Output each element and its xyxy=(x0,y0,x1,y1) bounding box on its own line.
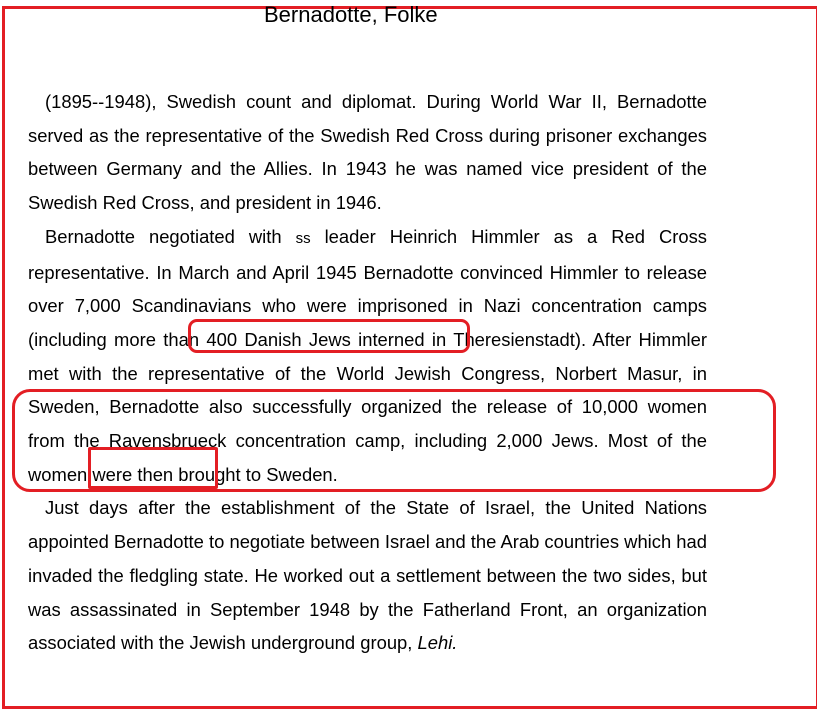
paragraph-1-text: (1895--1948), Swedish count and diplomat. During World War II, Bernadotte served as the representative of the Swedish Red Cross during prisoner exchanges between Germany and the Allies. In 1943 he was named vice president of the Swedish Red Cross, and president in 1946. xyxy=(28,91,707,214)
paragraph-3-text: Just days after the establishment of the State of Israel, the United Nations appointed Bernadotte to negotiate between Israel and the Arab countries which had invaded the fledgling state. He worked out a settlement between the two sides, but was assassinated in September 1948 by the Fatherland Front, an organization associated with the Jewish underground group, xyxy=(28,497,707,654)
paragraph-3 xyxy=(28,491,707,660)
ss-abbreviation: ss xyxy=(295,229,311,247)
document-title: Bernadotte, Folke xyxy=(264,2,438,27)
paragraph-2-text-rest: leader Heinrich Himmler as a Red Cross representative. In March and April 1945 Bernadotte convinced Himmler to release over 7,000 Scandinavians who were imprisoned in Nazi concentration camps (including more than 400 Danish Jews interned in Theresienstadt). After Himmler met with the representative of the World Jewish Congress, Norbert Masur, in Sweden, Bernadotte also successfully organized the release of 10,000 women from the Ravensbrueck concentration camp, including 2,000 Jews. Most of the women were then brought to Sweden. xyxy=(28,225,707,485)
paragraph-2-text-start: Bernadotte negotiated with xyxy=(45,225,296,247)
paragraph-1 xyxy=(28,85,707,220)
paragraph-2 xyxy=(28,220,707,492)
lehi-italic: Lehi. xyxy=(417,632,458,654)
document-body xyxy=(28,85,707,660)
